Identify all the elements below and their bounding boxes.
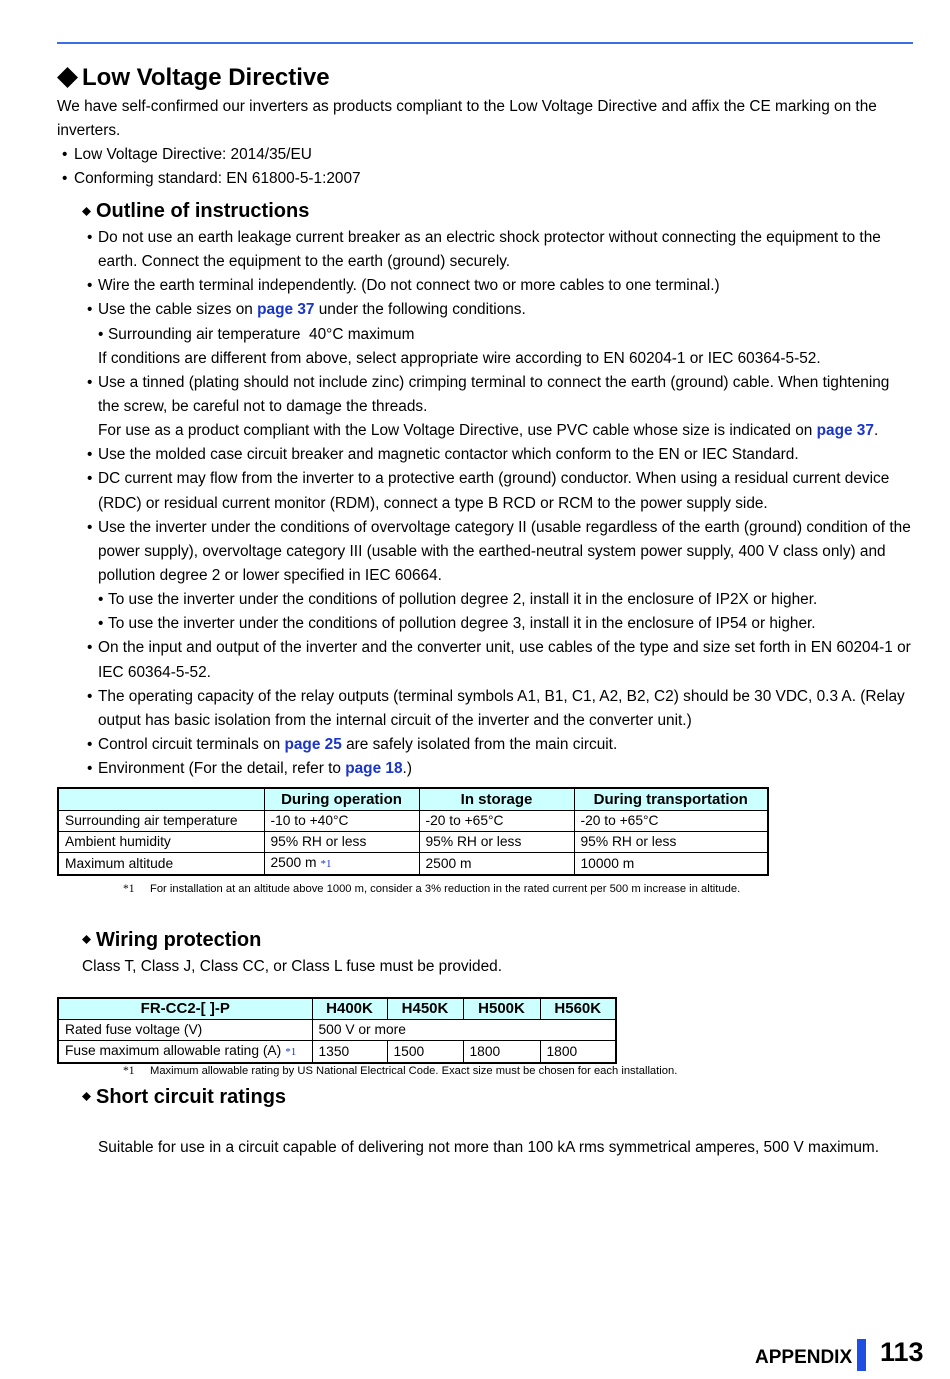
header-cell: H560K — [540, 998, 616, 1020]
row-label — [58, 1041, 312, 1064]
intro-text: inverters. — [57, 122, 121, 140]
list-item-text — [98, 733, 911, 757]
list-item-note: If conditions are different from above, select appropriate wire according to EN 60204-1 or IEC 60364-5-52. — [98, 349, 821, 367]
directive-intro — [57, 95, 877, 192]
header-cell: FR-CC2-[ ]-P — [58, 998, 312, 1020]
table-row — [58, 853, 768, 876]
text-segment: . — [873, 422, 879, 440]
footnote-mark: *1 — [123, 1065, 135, 1077]
page-tab-marker — [857, 1339, 866, 1371]
row-label: Maximum altitude — [58, 853, 264, 876]
page-18-link[interactable]: page 18 — [345, 760, 403, 778]
table-cell: -20 to +65°C — [574, 811, 768, 832]
header-cell: H500K — [463, 998, 540, 1020]
intro-bullet: • Low Voltage Directive: 2014/35/EU — [57, 143, 877, 167]
text-segment: .) — [402, 760, 412, 778]
footnote — [123, 1064, 677, 1078]
footnote — [123, 882, 740, 896]
header-cell: H400K — [312, 998, 387, 1020]
table-cell: 10000 m — [574, 853, 768, 876]
text-segment: Use the cable sizes on — [98, 301, 258, 319]
header-cell: During operation — [264, 788, 419, 811]
diamond-icon — [82, 207, 91, 216]
table-header-row — [58, 788, 768, 811]
table-row — [58, 1041, 616, 1064]
wiring-text: Class T, Class J, Class CC, or Class L fuse must be provided. — [82, 958, 502, 975]
row-label: Ambient humidity — [58, 832, 264, 853]
table-cell: 1350 — [312, 1041, 387, 1064]
section-heading-short-circuit: Short circuit ratings — [96, 1086, 287, 1108]
table-cell: -20 to +65°C — [419, 811, 574, 832]
section-heading-outline: Outline of instructions — [96, 200, 310, 222]
table-cell: 1500 — [387, 1041, 463, 1064]
table-cell: 500 V or more — [312, 1020, 616, 1041]
table-cell: 1800 — [463, 1041, 540, 1064]
sub-bullet-text: • Surrounding air temperature 40°C maximum — [98, 323, 911, 347]
text-segment: Control circuit terminals on — [98, 735, 285, 753]
header-cell: In storage — [419, 788, 574, 811]
table-cell — [264, 853, 419, 876]
list-item-text: • On the input and output of the inverter and the converter unit, use cables of the type and size set forth in EN 60204-1 or — [98, 636, 911, 660]
page-25-link[interactable]: page 25 — [284, 735, 342, 753]
footer-section-label: APPENDIX — [755, 1347, 853, 1368]
table-cell: 95% RH or less — [264, 832, 419, 853]
diamond-icon — [57, 67, 78, 88]
header-cell-blank — [58, 788, 264, 811]
footnote-text: For installation at an altitude above 1000 m, consider a 3% reduction in the rated current per 500 m increase in altitude. — [150, 883, 741, 895]
list-item — [98, 757, 911, 781]
page-number: 113 — [880, 1337, 924, 1367]
footnote-mark: *1 — [123, 883, 135, 895]
table-cell: -10 to +40°C — [264, 811, 419, 832]
list-item — [98, 685, 911, 733]
intro-text: We have self-confirmed our inverters as products compliant to the Low Voltage Directive and affix the CE marking on the — [57, 98, 877, 115]
table-cell: 95% RH or less — [419, 832, 574, 853]
list-item-text: pollution degree 2 or lower specified in IEC 60664. — [98, 566, 442, 584]
list-item-text — [98, 757, 911, 781]
table-cell: 95% RH or less — [574, 832, 768, 853]
list-item-text: • The operating capacity of the relay outputs (terminal symbols A1, B1, C1, A2, B2, C2) should be 30 VDC, 0.3 A. (Relay — [98, 685, 911, 709]
diamond-icon — [82, 1092, 91, 1101]
sub-bullet-text: • To use the inverter under the conditions of pollution degree 3, install it in the enclosure of IP54 or higher. — [98, 612, 911, 636]
header-cell: During transportation — [574, 788, 768, 811]
list-item — [98, 371, 911, 443]
section-heading-wiring: Wiring protection — [96, 929, 262, 951]
list-item — [98, 226, 911, 274]
page-37-link[interactable]: page 37 — [816, 422, 874, 440]
row-label: Rated fuse voltage (V) — [58, 1020, 312, 1041]
short-circuit-text: Suitable for use in a circuit capable of delivering not more than 100 kA rms symmetrical amperes, 500 V maximum. — [98, 1139, 879, 1157]
list-item-text: • Use a tinned (plating should not include zinc) crimping terminal to connect the earth (ground) cable. When tightening — [98, 371, 911, 395]
text-segment: Environment (For the detail, refer to — [98, 760, 346, 778]
row-label: Surrounding air temperature — [58, 811, 264, 832]
list-item — [98, 298, 911, 370]
list-item-text: • DC current may flow from the inverter to a protective earth (ground) conductor. When using a residual current device — [98, 467, 911, 491]
list-item-text: • Do not use an earth leakage current breaker as an electric shock protector without connecting the equipment to the — [98, 226, 911, 250]
table-cell: 1800 — [540, 1041, 616, 1064]
top-rule — [57, 42, 913, 44]
list-item-text: the screw, be careful not to damage the threads. — [98, 397, 428, 415]
fuse-table — [57, 997, 617, 1064]
text-segment: under the following conditions. — [314, 301, 526, 319]
page-title: Low Voltage Directive — [82, 64, 330, 91]
instruction-list — [98, 226, 911, 781]
table-cell: 2500 m — [419, 853, 574, 876]
diamond-icon — [82, 935, 91, 944]
footnote-text: Maximum allowable rating by US National Electrical Code. Exact size must be chosen for each installation. — [150, 1065, 678, 1077]
list-item — [98, 733, 911, 757]
table-row — [58, 1020, 616, 1041]
table-header-row — [58, 998, 616, 1020]
list-item-text: • Wire the earth terminal independently. (Do not connect two or more cables to one terminal.) — [98, 274, 911, 298]
text-segment: are safely isolated from the main circuit. — [341, 735, 618, 753]
header-cell: H450K — [387, 998, 463, 1020]
text-segment: For use as a product compliant with the Low Voltage Directive, use PVC cable whose size is indicated on — [98, 422, 817, 440]
list-item-text: earth. Connect the equipment to the earth (ground) securely. — [98, 253, 511, 271]
cell-value: 2500 m — [270, 855, 317, 870]
page-37-link[interactable]: page 37 — [257, 301, 315, 319]
list-item-text: output has basic isolation from the internal circuit of the inverter and the converter unit.) — [98, 711, 692, 729]
list-item — [98, 443, 911, 467]
list-item — [98, 516, 911, 637]
sub-bullet-text: • To use the inverter under the conditions of pollution degree 2, install it in the enclosure of IP2X or higher. — [98, 588, 911, 612]
list-item-text: (RDC) or residual current monitor (RDM), connect a type B RCD or RCM to the power supply side. — [98, 494, 768, 512]
list-item-text: • Use the molded case circuit breaker and magnetic contactor which conform to the EN or IEC Standard. — [98, 443, 911, 467]
list-item-text: power supply), overvoltage category III (usable with the earthed-neutral system power supply, 400 V class only) and — [98, 542, 886, 560]
list-item — [98, 636, 911, 684]
intro-bullet: • Conforming standard: EN 61800-5-1:2007 — [57, 167, 877, 191]
footnote-reference[interactable]: *1 — [285, 1046, 297, 1058]
list-item-note — [98, 419, 911, 443]
list-item-text — [98, 298, 911, 322]
list-item — [98, 467, 911, 515]
table-row — [58, 832, 768, 853]
footnote-reference[interactable]: *1 — [320, 858, 332, 870]
list-item-text: IEC 60364-5-52. — [98, 663, 211, 681]
cell-value: Fuse maximum allowable rating (A) — [65, 1043, 282, 1058]
list-item-text: • Use the inverter under the conditions of overvoltage category II (usable regardless of the earth (ground) condition of the — [98, 516, 911, 540]
list-item — [98, 274, 911, 298]
table-row — [58, 811, 768, 832]
environment-table — [57, 787, 769, 876]
